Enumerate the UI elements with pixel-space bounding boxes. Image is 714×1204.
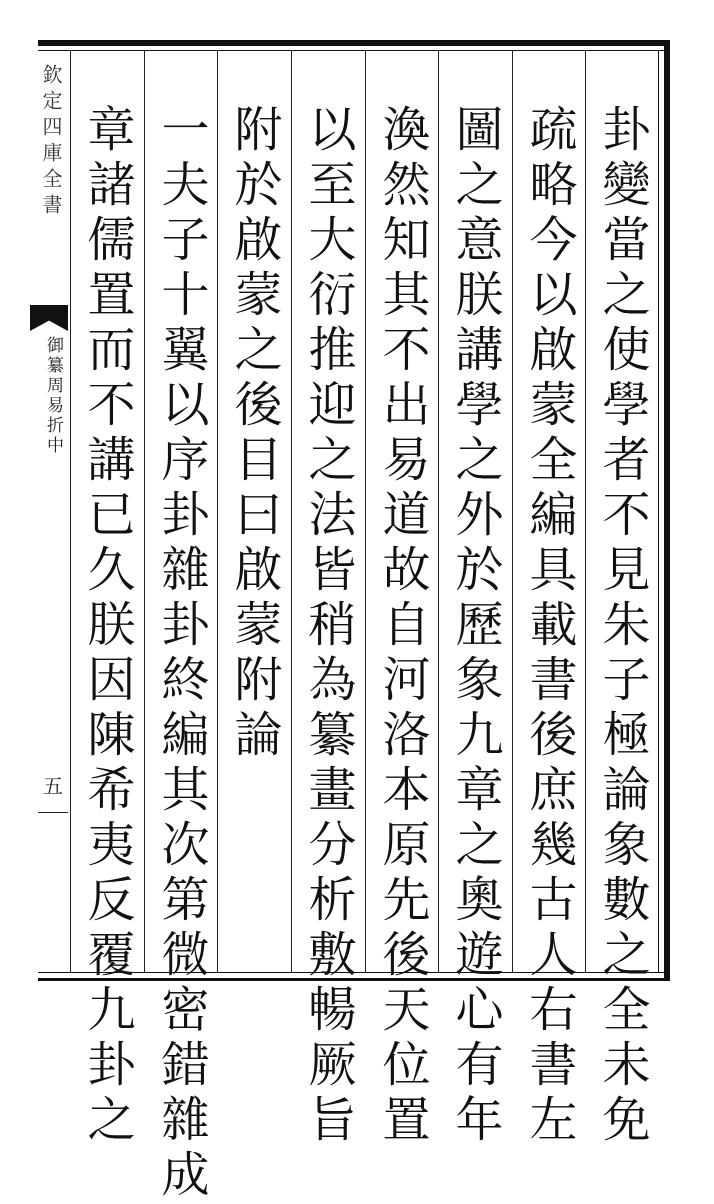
text-column-6: 附於啟蒙之後目曰啟蒙附論 [226, 104, 282, 764]
margin-book-title: 御纂周易折中 [43, 336, 63, 456]
top-border [38, 40, 670, 46]
text-column-1: 卦變當之使學者不見朱子極論象數之全未免 [594, 104, 650, 1149]
right-border [664, 40, 670, 981]
page-number: 五 [43, 774, 63, 798]
text-column-3: 圖之意朕講學之外於歷象九章之奧遊心有年 [447, 104, 503, 1149]
text-column-4: 渙然知其不出易道故自河洛本原先後天位置 [374, 104, 430, 1149]
text-column-7: 一夫子十翼以序卦雜卦終編其次第微密錯雜成 [153, 104, 209, 1204]
text-column-2: 疏略今以啟蒙全編具載書後庶幾古人右書左 [521, 104, 577, 1149]
text-column-5: 以至大衍推迎之法皆稍為纂畫分析敷暢厥旨 [300, 104, 356, 1149]
top-border-inner [38, 50, 670, 51]
margin-collection-title: 欽定四庫全書 [39, 64, 63, 220]
text-column-8: 章諸儒置而不講已久朕因陳希夷反覆九卦之 [79, 104, 135, 1149]
page-number-underline [38, 812, 68, 813]
